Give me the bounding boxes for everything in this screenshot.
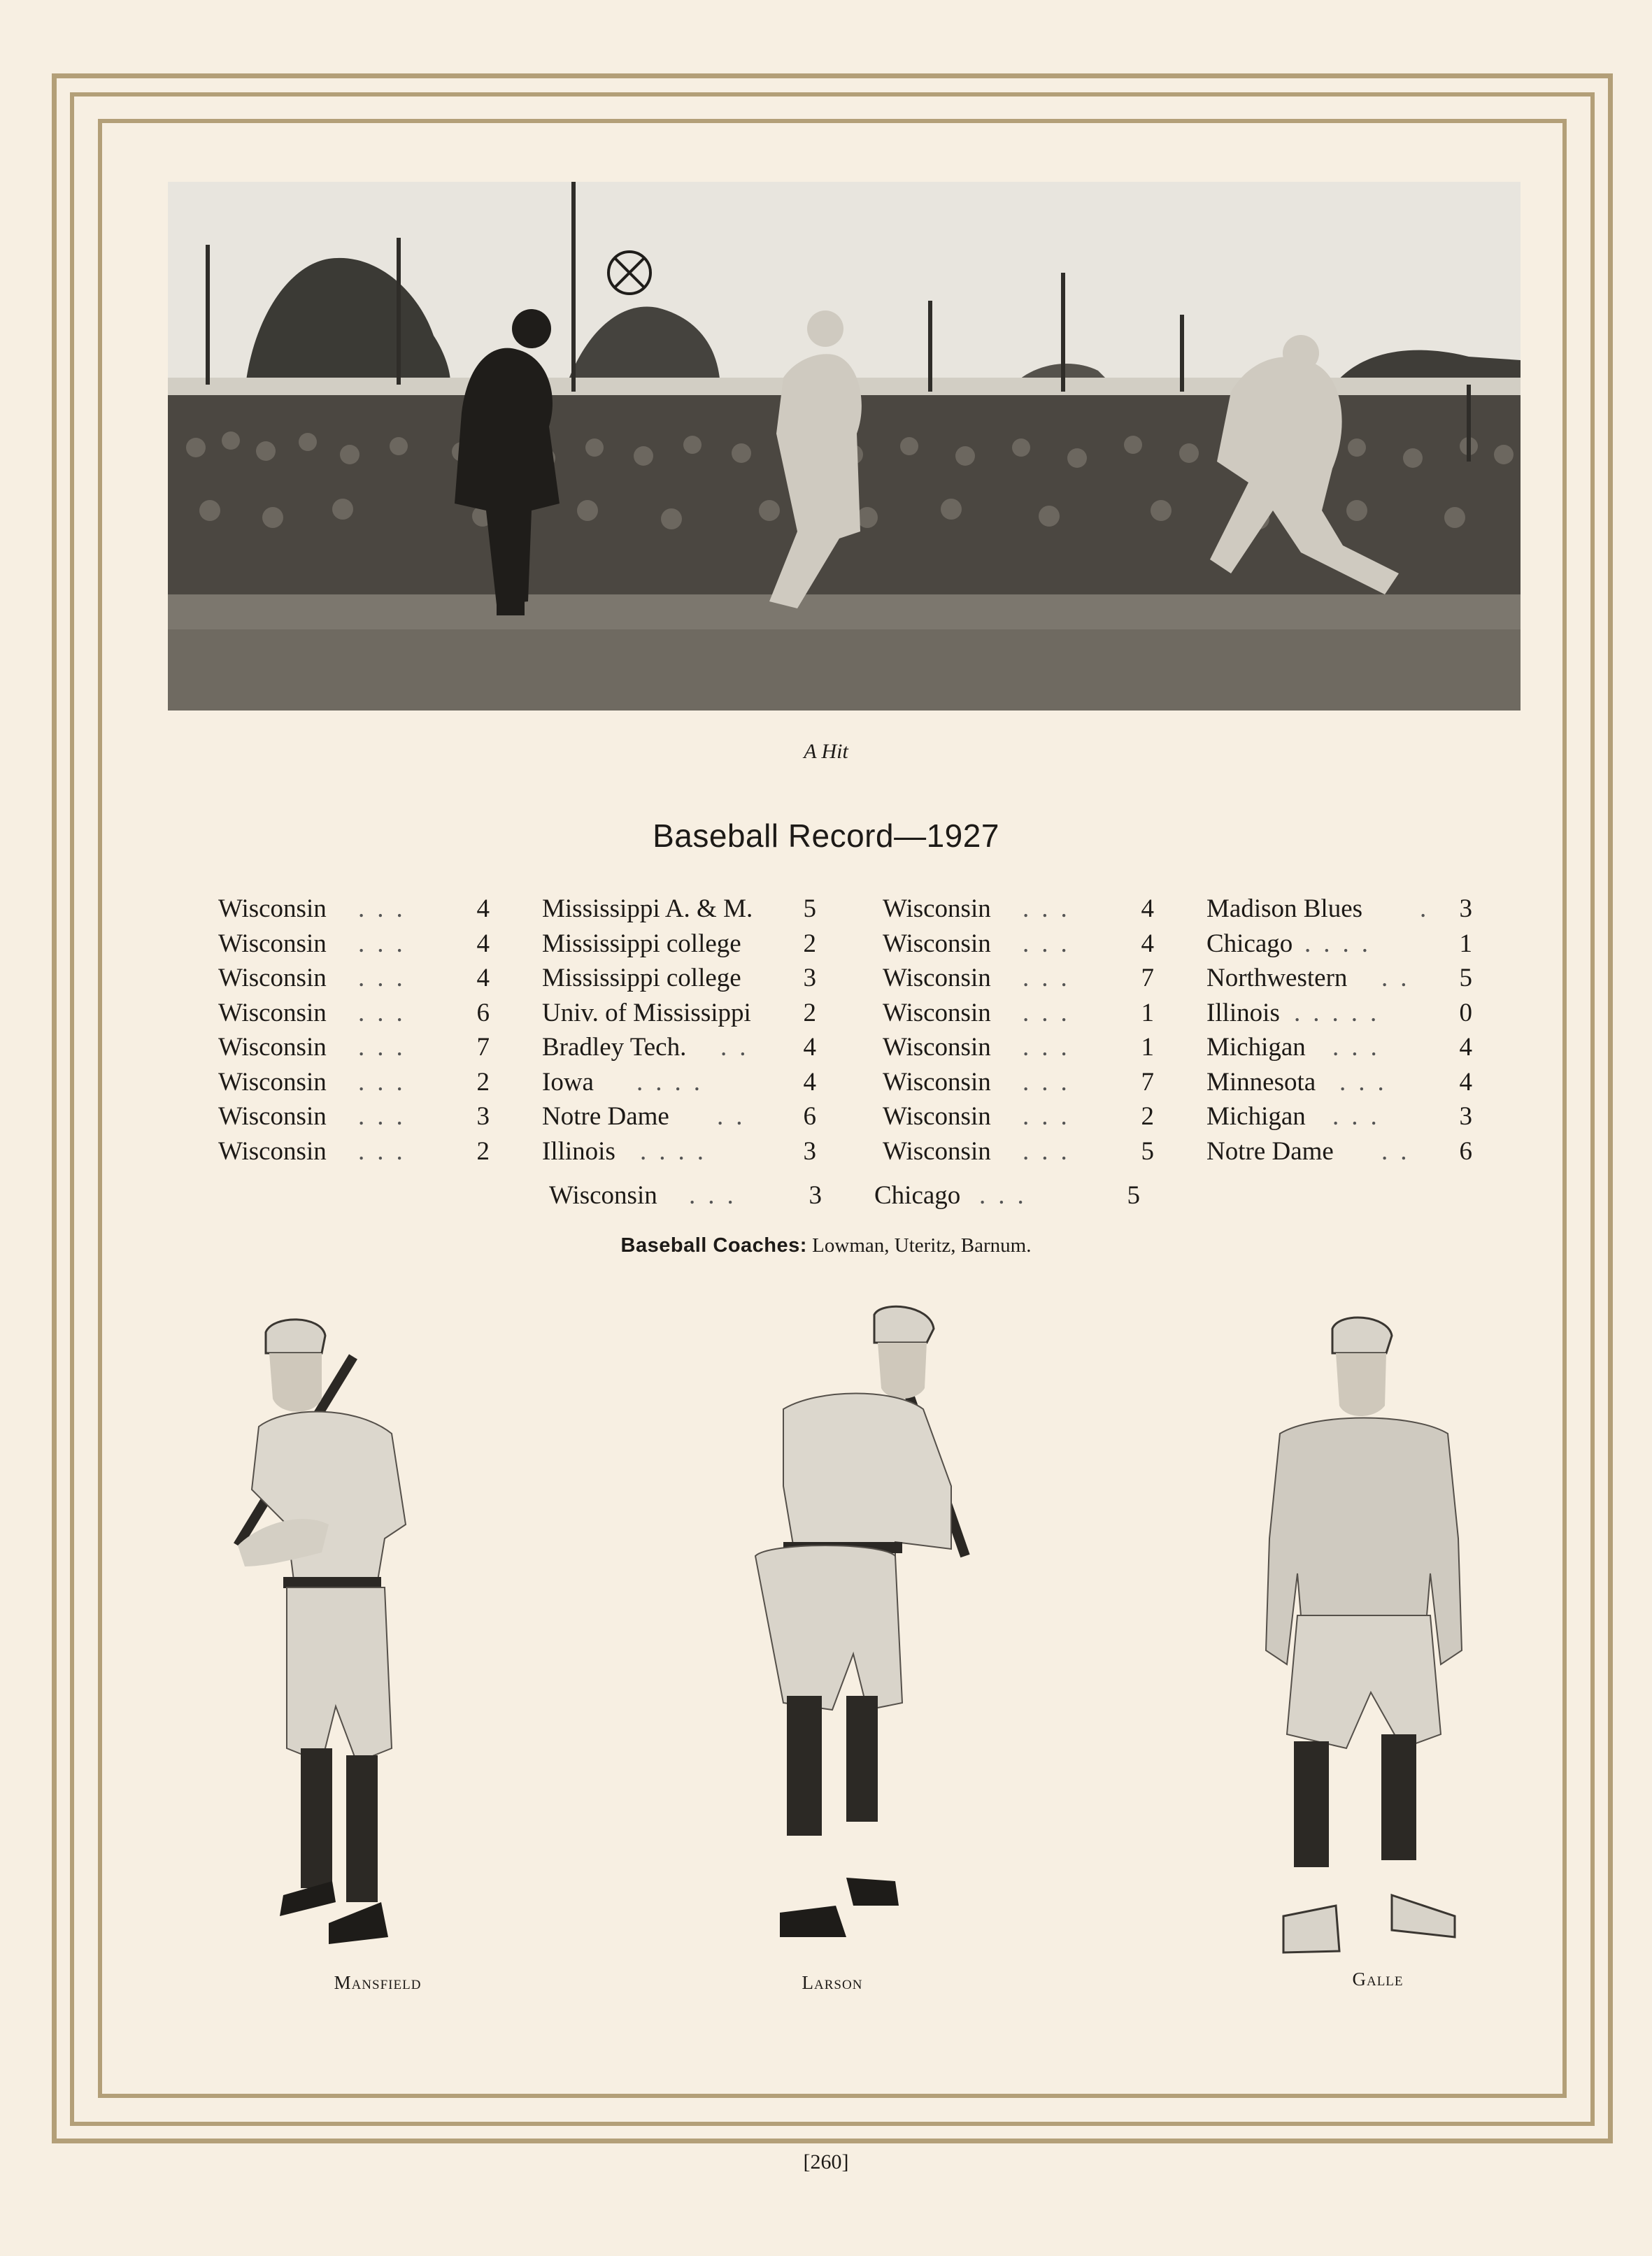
- record-row: Wisconsin ... 4: [883, 929, 1154, 958]
- record-row: Wisconsin ... 1: [883, 1033, 1154, 1062]
- photo-caption: A Hit: [804, 740, 848, 763]
- record-row: Wisconsin ... 1: [883, 998, 1154, 1027]
- coaches-line: [0, 1234, 1652, 1257]
- record-extra-score: 5: [1127, 1181, 1140, 1210]
- record-title: Baseball Record—1927: [653, 818, 999, 854]
- player-name-galle: Galle: [1352, 1969, 1404, 1990]
- record-row: Chicago .... 1: [1206, 929, 1472, 958]
- record-extra-score: 3: [809, 1181, 822, 1210]
- record-row: Madison Blues . 3: [1206, 894, 1472, 923]
- record-row: Iowa .... 4: [542, 1067, 816, 1097]
- record-row: Wisconsin ... 2: [883, 1102, 1154, 1131]
- record-row: Wisconsin ... 7: [883, 1067, 1154, 1097]
- coaches-label: Baseball Coaches:: [620, 1234, 807, 1257]
- record-row: Univ. of Mississippi 2: [542, 998, 816, 1027]
- record-row: Wisconsin ... 2: [218, 1067, 490, 1097]
- player-name-mansfield: Mansfield: [334, 1972, 422, 1993]
- player-photo-galle: [1259, 1315, 1469, 1958]
- record-row: Notre Dame .. 6: [542, 1102, 816, 1131]
- record-column-3: [883, 894, 1154, 1171]
- record-row: Michigan ... 4: [1206, 1033, 1472, 1062]
- record-row: Wisconsin ... 4: [218, 894, 490, 923]
- record-row: Michigan ... 3: [1206, 1102, 1472, 1131]
- record-row: Wisconsin ... 4: [218, 964, 490, 992]
- record-row: Wisconsin ... 3: [218, 1102, 490, 1131]
- record-row: Wisconsin ... 4: [218, 929, 490, 958]
- record-row: Northwestern .. 5: [1206, 964, 1472, 992]
- record-row: Wisconsin ... 5: [883, 1136, 1154, 1166]
- record-row: Illinois ..... 0: [1206, 998, 1472, 1027]
- record-row: Wisconsin ... 6: [218, 998, 490, 1027]
- record-extra-team: Wisconsin: [549, 1181, 657, 1210]
- page-number: [260]: [803, 2150, 849, 2173]
- record-row: Mississippi A. & M. 5: [542, 894, 816, 923]
- record-row: Wisconsin ... 2: [218, 1136, 490, 1166]
- record-column-4: [1206, 894, 1472, 1171]
- player-photo-larson: [741, 1304, 979, 1969]
- record-row: Mississippi college 3: [542, 964, 816, 992]
- action-photo: [168, 182, 1521, 711]
- record-row: Mississippi college 2: [542, 929, 816, 958]
- record-row: Minnesota ... 4: [1206, 1067, 1472, 1097]
- record-row: Bradley Tech. .. 4: [542, 1033, 816, 1062]
- record-row: Wisconsin ... 7: [218, 1033, 490, 1062]
- record-row: Notre Dame .. 6: [1206, 1136, 1472, 1166]
- player-photo-mansfield: [217, 1315, 469, 1972]
- record-extra-row: Chicago ... 5: [874, 1181, 1140, 1210]
- record-row: Wisconsin ... 4: [883, 894, 1154, 923]
- coaches-names: Lowman, Uteritz, Barnum.: [812, 1234, 1032, 1257]
- record-column-2: [542, 894, 816, 1171]
- player-name-larson: Larson: [802, 1972, 863, 1993]
- record-extra-team: Chicago: [874, 1181, 961, 1210]
- record-row: Illinois .... 3: [542, 1136, 816, 1166]
- record-column-1: [218, 894, 490, 1171]
- record-row: Wisconsin ... 7: [883, 964, 1154, 992]
- record-extra-row: Wisconsin ... 3: [549, 1181, 822, 1210]
